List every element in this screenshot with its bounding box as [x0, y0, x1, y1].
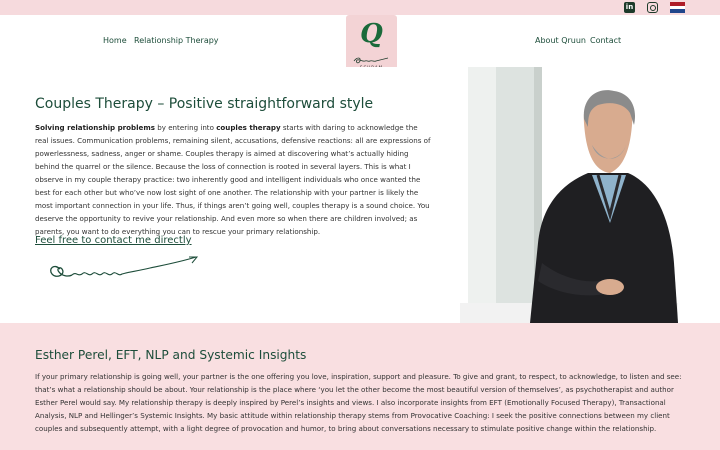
linkedin-icon[interactable]: in: [625, 3, 634, 11]
nav-about-link[interactable]: About Qruun: [535, 36, 586, 45]
site-header: [0, 15, 720, 67]
therapist-photo-icon: [460, 67, 678, 323]
body-text-2: starts with daring to acknowledge the real issues. Communication problems, remaining silent, accusations, defensive reactions: all are expressions of powerlessness, sadness, anger or shame. Couples therapy is aimed at discovering what’s actually hiding behind the quarrel or the silence. Because the loss of connection is rooted in several layers. This is what I observe in my couple therapy practice: two inherently good and intelligent individuals who once wanted the best for each other but who’ve now lost sight of one another. The relationship with your partner is likely the most important connection in your life. Thus, if things aren’t going well, couples therapy is a sound choice. You deserve the opportunity to revive your relationship. And even more so when there are children involved; as parents, you want to do everything you can to rescue your primary relationship.: [35, 123, 431, 236]
instagram-icon[interactable]: [647, 2, 658, 13]
hero-section: [0, 67, 720, 323]
page-title: Couples Therapy – Positive straightforward style: [35, 96, 374, 112]
insights-section: [0, 323, 720, 450]
bold-phrase-1: Solving relationship problems: [35, 123, 155, 132]
top-bar: [0, 0, 720, 15]
body-text-1: by entering into: [154, 123, 217, 132]
logo-letter: Q: [360, 19, 383, 49]
section-paragraph: If your primary relationship is going well, your partner is the one offering you love, inspiration, support and pleasure. To give and grant, to respect, to acknowledge, to listen and see: that’s what a relationship should be about. Your relationship is the place where ‘you let the other become the most beautiful version of themselves’, as psychotherapist and author Esther Perel would say. My relationship therapy is deeply inspired by Perel’s insights and views. I also incorporate insights from EFT (Emotionally Focused Therapy), Transactional Analysis, NLP and Hellinger’s Systemic Insights. My basic attitude within relationship therapy stems from Provocative Coaching: I seek the positive connections between my client couples and subsequently attempt, with a light degree of provocation and humor, to bring about conversations necessary to stimulate positive change within the relationship.: [35, 372, 682, 433]
nav-contact-link[interactable]: Contact: [590, 36, 622, 45]
nav-home-link[interactable]: Home: [103, 36, 127, 45]
therapist-photo: [460, 67, 678, 323]
hero-paragraph: [35, 121, 431, 238]
signature-icon: [46, 255, 202, 285]
logo-signature-icon: [352, 55, 391, 65]
nav-relationship-therapy-link[interactable]: Relationship Therapy: [134, 36, 219, 45]
bold-phrase-2: couples therapy: [216, 123, 281, 132]
contact-cta-link[interactable]: Feel free to contact me directly: [35, 235, 192, 246]
dutch-flag-icon[interactable]: [670, 2, 685, 13]
section-title: Esther Perel, EFT, NLP and Systemic Insights: [35, 348, 307, 362]
